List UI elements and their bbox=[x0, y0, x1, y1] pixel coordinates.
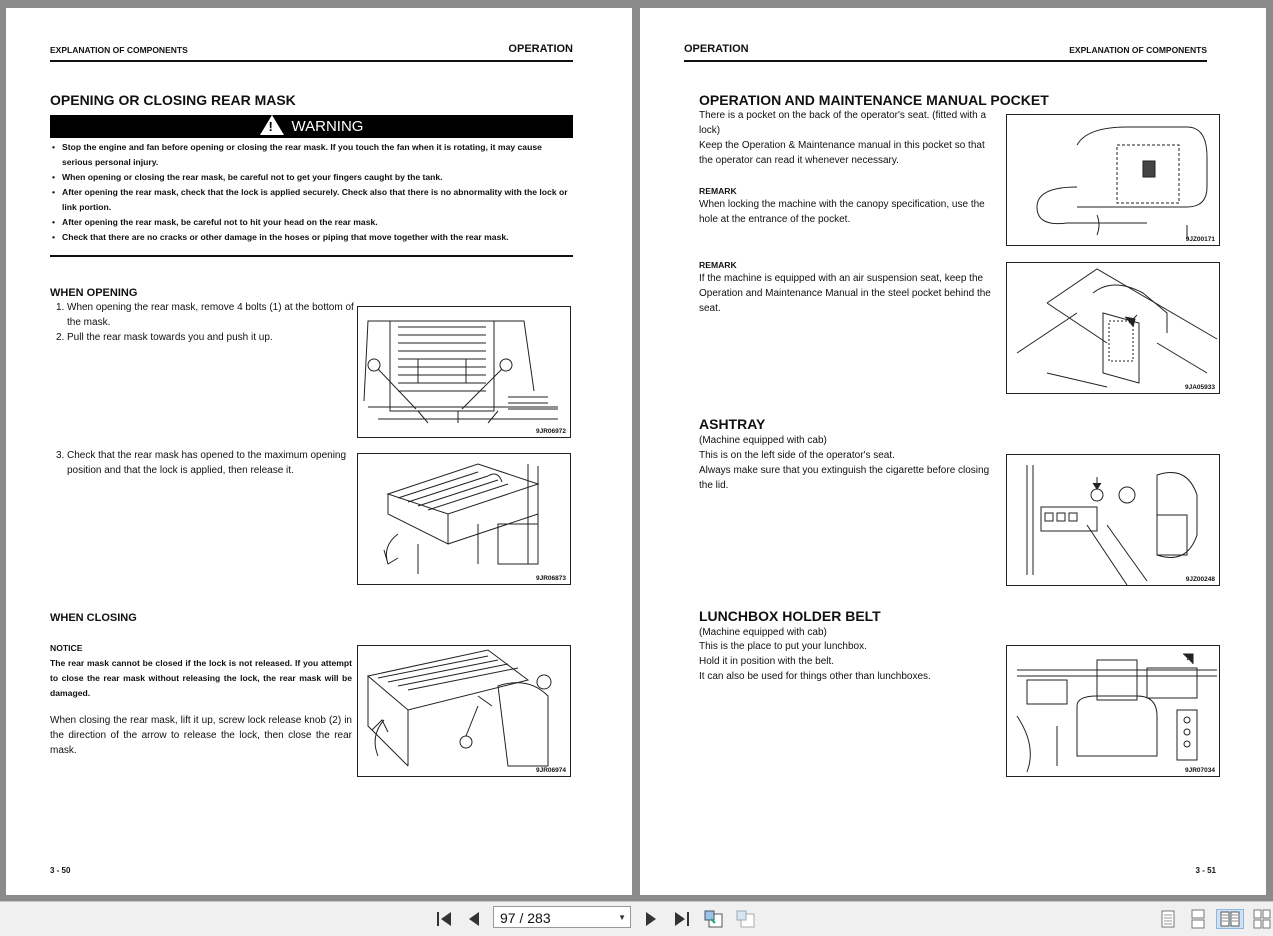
page-indicator: 97 / 283 bbox=[500, 910, 551, 926]
manual-pocket-text-1: There is a pocket on the back of the operator's seat. (fitted with a lock) bbox=[699, 110, 987, 136]
lunchbox-text-1: (Machine equipped with cab) bbox=[699, 627, 827, 638]
opening-steps-continued bbox=[50, 448, 356, 478]
opening-steps bbox=[50, 300, 356, 345]
warning-banner bbox=[50, 115, 573, 138]
page-number: 3 - 51 bbox=[1195, 866, 1216, 875]
section-title-manual-pocket: OPERATION AND MAINTENANCE MANUAL POCKET bbox=[699, 92, 1049, 108]
warning-item: • After opening the rear mask, be careful not to hit your head on the rear mask. bbox=[50, 215, 573, 230]
warning-triangle-icon: ! bbox=[260, 115, 284, 135]
warning-item: • After opening the rear mask, check that the lock is applied securely. Check also that there is no abnormality with the lock or link portion. bbox=[50, 185, 573, 215]
section-title-lunchbox: LUNCHBOX HOLDER BELT bbox=[699, 608, 881, 624]
lunchbox-text-3: Hold it in position with the belt. bbox=[699, 656, 835, 667]
header-chapter: OPERATION bbox=[508, 43, 573, 55]
warning-item: • When opening or closing the rear mask, be careful not to get your fingers caught by the tank. bbox=[50, 170, 573, 185]
closing-instructions: When closing the rear mask, lift it up, screw lock release knob (2) in the direction of the arrow to release the lock, then close the rear mask. bbox=[50, 715, 352, 756]
remark-text: If the machine is equipped with an air suspension seat, keep the Operation and Maintenance Manual in the steel pocket behind the seat. bbox=[699, 273, 991, 314]
remark-label: REMARK bbox=[699, 186, 737, 196]
left-page bbox=[6, 8, 632, 895]
step-item: 1. When opening the rear mask, remove 4 bolts (1) at the bottom of the mask. bbox=[56, 302, 354, 328]
figure-rear-mask-bolts bbox=[357, 306, 571, 438]
go-back-view-button[interactable] bbox=[703, 909, 725, 929]
header-section: EXPLANATION OF COMPONENTS bbox=[1069, 45, 1207, 55]
first-page-button[interactable] bbox=[434, 909, 454, 929]
warning-list bbox=[50, 140, 573, 257]
forward-view-icon bbox=[735, 909, 757, 929]
figure-code: 9JZ00248 bbox=[1185, 576, 1215, 583]
lunchbox-text-2: This is the place to put your lunchbox. bbox=[699, 641, 867, 652]
figure-lunchbox-belt bbox=[1006, 645, 1220, 777]
last-page-icon bbox=[673, 911, 691, 927]
single-page-icon bbox=[1160, 909, 1176, 929]
continuous-facing-view-button[interactable] bbox=[1252, 909, 1272, 929]
when-opening-heading: WHEN OPENING bbox=[50, 287, 138, 299]
next-page-icon bbox=[644, 911, 658, 927]
viewer-toolbar bbox=[0, 901, 1273, 936]
ashtray-text-3: Always make sure that you extinguish the cigarette before closing the lid. bbox=[699, 465, 990, 491]
remark-text: When locking the machine with the canopy specification, use the hole at the entrance of the pocket. bbox=[699, 199, 985, 225]
facing-pages-icon bbox=[1219, 910, 1241, 928]
figure-code: 9JA05933 bbox=[1185, 384, 1215, 391]
section-title-ashtray: ASHTRAY bbox=[699, 416, 766, 432]
figure-steel-pocket bbox=[1006, 262, 1220, 394]
chevron-down-icon[interactable]: ▼ bbox=[618, 913, 626, 922]
step-item: 3. Check that the rear mask has opened to the maximum opening position and that the lock is applied, then release it. bbox=[56, 450, 347, 476]
ashtray-text-1: (Machine equipped with cab) bbox=[699, 435, 827, 446]
figure-code: 9JR07034 bbox=[1185, 767, 1215, 774]
previous-page-icon bbox=[467, 911, 481, 927]
remark-label: REMARK bbox=[699, 260, 737, 270]
continuous-view-button[interactable] bbox=[1188, 909, 1208, 929]
lunchbox-text-4: It can also be used for things other than lunchboxes. bbox=[699, 671, 931, 682]
page-header bbox=[684, 44, 1207, 62]
page-number: 3 - 50 bbox=[50, 866, 71, 875]
figure-lock-release-knob bbox=[357, 645, 571, 777]
figure-ashtray bbox=[1006, 454, 1220, 586]
next-page-button[interactable] bbox=[642, 909, 660, 929]
warning-item: • Stop the engine and fan before opening or closing the rear mask. If you touch the fan when it is rotating, it may cause serious personal injury. bbox=[50, 140, 573, 170]
header-section: EXPLANATION OF COMPONENTS bbox=[50, 45, 188, 55]
page-number-input[interactable] bbox=[493, 906, 631, 928]
facing-view-button[interactable] bbox=[1216, 909, 1244, 929]
figure-code: 9JR06972 bbox=[536, 428, 566, 435]
single-page-view-button[interactable] bbox=[1158, 909, 1178, 929]
figure-seat-pocket bbox=[1006, 114, 1220, 246]
notice-label: NOTICE bbox=[50, 643, 83, 653]
go-forward-view-button[interactable] bbox=[735, 909, 757, 929]
back-view-icon bbox=[703, 909, 725, 929]
previous-page-button[interactable] bbox=[465, 909, 483, 929]
continuous-facing-icon bbox=[1253, 909, 1271, 929]
figure-code: 9JZ00171 bbox=[1185, 236, 1215, 243]
ashtray-text-2: This is on the left side of the operator's seat. bbox=[699, 450, 895, 461]
figure-code: 9JR06974 bbox=[536, 767, 566, 774]
warning-label: WARNING bbox=[291, 118, 364, 135]
manual-pocket-text-2: Keep the Operation & Maintenance manual in this pocket so that the operator can read it whenever necessary. bbox=[699, 140, 985, 166]
continuous-page-icon bbox=[1190, 909, 1206, 929]
section-title: OPENING OR CLOSING REAR MASK bbox=[50, 92, 296, 108]
last-page-button[interactable] bbox=[672, 909, 692, 929]
notice-text: The rear mask cannot be closed if the lock is not released. If you attempt to close the rear mask without releasing the lock, the rear mask will be damaged. bbox=[50, 658, 352, 698]
warning-item: • Check that there are no cracks or other damage in the hoses or piping that move together with the rear mask. bbox=[50, 230, 573, 245]
figure-rear-mask-open bbox=[357, 453, 571, 585]
step-item: 2. Pull the rear mask towards you and push it up. bbox=[56, 332, 273, 343]
first-page-icon bbox=[435, 911, 453, 927]
header-chapter: OPERATION bbox=[684, 43, 749, 55]
page-header bbox=[50, 44, 573, 62]
when-closing-heading: WHEN CLOSING bbox=[50, 612, 137, 624]
right-page bbox=[640, 8, 1266, 895]
figure-code: 9JR06873 bbox=[536, 575, 566, 582]
